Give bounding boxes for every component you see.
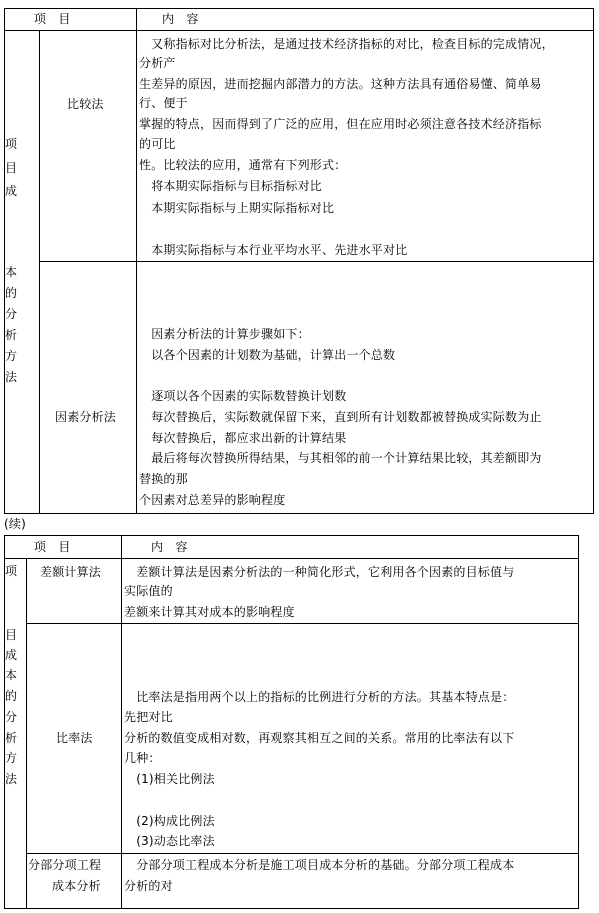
- row-content-line: (2)构成比例法: [124, 814, 215, 828]
- table1-header-item: 项 目: [34, 12, 71, 26]
- row-content-line: (1)相关比例法: [124, 772, 215, 786]
- table2-side-label-char: 成: [5, 648, 18, 662]
- row-content-line: 每次替换后，都应求出新的计算结果: [139, 431, 347, 445]
- row-content-line: 本期实际指标与本行业平均水平、先进水平对比: [139, 243, 408, 257]
- row-content-line: 的可比: [139, 137, 176, 151]
- table2-row-divider: [26, 853, 579, 854]
- row-name-subitem-cost-analysis: 成本分析: [52, 879, 101, 893]
- table2-side-label-char: 法: [5, 772, 18, 786]
- row-content-line: 以各个因素的计划数为基础，计算出一个总数: [139, 348, 396, 362]
- table2-side-label-char: 的: [5, 689, 18, 703]
- table1-side-label-char: 法: [5, 370, 18, 384]
- row-content-line: 分析的对: [124, 879, 173, 893]
- row-content-line: 行、便于: [139, 96, 188, 110]
- row-content-line: 先把对比: [124, 710, 173, 724]
- row-content-line: 生差异的原因，进而挖掘内部潜力的方法。这种方法具有通俗易懂、简单易: [139, 77, 542, 91]
- row-content-line: 因素分析法的计算步骤如下：: [139, 327, 310, 341]
- table2-side-label-char: 项: [5, 564, 18, 578]
- table1-row-divider: [39, 261, 594, 262]
- row-content-line: 个因素对总差异的影响程度: [139, 493, 286, 507]
- table1-side-label-char: 分: [5, 307, 18, 321]
- row-content-line: 分部分项工程成本分析是施工项目成本分析的基础。分部分项工程成本: [124, 858, 515, 872]
- table2-header-item: 项 目: [34, 540, 71, 554]
- table2-side-label-char: 本: [5, 668, 18, 682]
- row-content-line: 分析产: [139, 56, 176, 70]
- row-name-difference-method: 差额计算法: [40, 565, 102, 579]
- row-content-line: 实际值的: [124, 584, 173, 598]
- row-content-line: 性。比较法的应用，通常有下列形式：: [139, 158, 347, 172]
- table1-border-left: [4, 8, 5, 514]
- table2-border-top: [4, 535, 579, 536]
- row-name-subitem-cost-analysis: 分部分项工程: [28, 858, 102, 872]
- row-content-line: 将本期实际指标与目标指标对比: [139, 179, 323, 193]
- table2-border-bottom: [4, 908, 579, 909]
- row-name-ratio-method: 比率法: [56, 731, 93, 745]
- row-content-line: 分析的数值变成相对数，再观察其相互之间的关系。常用的比率法有以下: [124, 731, 515, 745]
- table1-header-content: 内 容: [162, 12, 199, 26]
- row-content-line: 差额来计算其对成本的影响程度: [124, 605, 295, 619]
- row-content-line: 比率法是指用两个以上的指标的比例进行分析的方法。其基本特点是：: [124, 690, 515, 704]
- table1-side-label-char: 方: [5, 349, 18, 363]
- row-content-line: 最后将每次替换所得结果，与其相邻的前一个计算结果比较，其差额即为: [139, 451, 542, 465]
- table1-header-divider: [4, 30, 594, 31]
- table2-header-content: 内 容: [151, 540, 188, 554]
- row-content-line: 本期实际指标与上期实际指标对比: [139, 201, 335, 215]
- table2-row-divider: [26, 623, 579, 624]
- row-name-comparison-method: 比较法: [67, 97, 104, 111]
- table2-side-label-char: 析: [5, 731, 18, 745]
- table2-side-label-char: 分: [5, 710, 18, 724]
- row-content-line: 几种：: [124, 751, 161, 765]
- row-content-line: 掌握的特点，因而得到了广泛的应用，但在应用时必须注意各技术经济指标: [139, 117, 542, 131]
- row-name-factor-analysis: 因素分析法: [55, 410, 117, 424]
- table2-col-divider-side: [26, 558, 27, 909]
- table1-side-label-char: 析: [5, 328, 18, 342]
- table2-header-divider: [4, 558, 579, 559]
- table1-side-label-char: 项: [5, 137, 18, 151]
- table1-side-label-char: 目: [5, 161, 18, 175]
- continued-label: (续): [4, 517, 26, 531]
- table1-side-label-char: 成: [5, 184, 18, 198]
- table1-border-bottom: [4, 513, 594, 514]
- table1-side-label-char: 的: [5, 286, 18, 300]
- table1-side-label-char: 本: [5, 265, 18, 279]
- row-content-line: 差额计算法是因素分析法的一种简化形式，它利用各个因素的目标值与: [124, 565, 515, 579]
- row-content-line: 逐项以各个因素的实际数替换计划数: [139, 389, 347, 403]
- row-content-line: 又称指标对比分析法，是通过技术经济指标的对比，检查目标的完成情况，: [139, 37, 554, 51]
- row-content-line: 每次替换后，实际数就保留下来，直到所有计划数都被替换成实际数为止: [139, 410, 542, 424]
- table2-side-label-char: 目: [5, 628, 18, 642]
- row-content-line: 替换的那: [139, 472, 188, 486]
- table1-col-divider-side: [39, 30, 40, 514]
- table1-border-top: [4, 8, 594, 9]
- table2-side-label-char: 方: [5, 751, 18, 765]
- row-content-line: (3)动态比率法: [124, 834, 215, 848]
